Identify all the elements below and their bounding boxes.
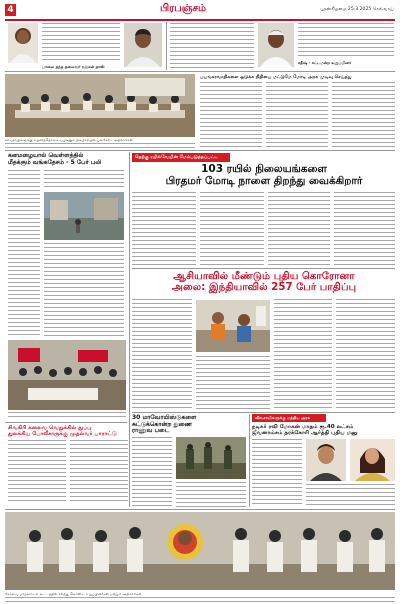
left-headline-line2: மீதக்கும் வங்கதேசம் - 5 பேர் பலி bbox=[8, 158, 102, 166]
bottom-right-text-col2 bbox=[306, 484, 395, 507]
footer-photo bbox=[5, 512, 395, 590]
corona-text-col3 bbox=[274, 299, 332, 409]
footer-caption-continuation bbox=[5, 597, 395, 602]
corona-text-col4 bbox=[336, 299, 395, 409]
hospital-photo bbox=[196, 300, 270, 352]
bottom-mid-headline bbox=[132, 415, 232, 435]
right-story-text-col2 bbox=[266, 82, 328, 148]
left-article-text-a bbox=[8, 170, 40, 336]
portrait-photo-center bbox=[124, 23, 162, 67]
bottom-right-text-col1 bbox=[252, 439, 302, 507]
main-kicker-bar bbox=[132, 153, 230, 162]
left-article-text-b bbox=[44, 170, 124, 190]
section-rule bbox=[5, 150, 395, 151]
protest-caption bbox=[8, 412, 126, 418]
bottom-mid-text-col1 bbox=[132, 437, 172, 507]
main-story-text-col4 bbox=[334, 192, 395, 266]
section-rule bbox=[132, 268, 395, 269]
bottom-mid-headline-line2: சுட்டுக்கொன்ற துணை bbox=[132, 420, 193, 428]
page-number: 4 bbox=[5, 4, 16, 16]
top-left-article-text bbox=[42, 23, 120, 63]
footer-caption: கோவை மாநகராட்சி கூட்டத்தில் கலந்து கொண்ட உறுப்பினர்கள் மற்றும் அதிகாரிகள் bbox=[5, 592, 142, 596]
meeting-caption-continuation bbox=[5, 143, 195, 149]
column-divider bbox=[249, 414, 250, 507]
bottom-right-headline-line1: நடிகர் ரவி மோகன் மாதம் ரூ.40 லட்சம் bbox=[252, 424, 354, 430]
left-bottom-headline-line2: துலக்கிய போலீசாருக்கு முதல்வர் பாராட்டு bbox=[8, 431, 117, 438]
masthead-rule bbox=[5, 19, 395, 21]
left-headline bbox=[8, 153, 126, 166]
person-portrait-icon bbox=[124, 23, 162, 67]
protest-scene-icon bbox=[8, 340, 126, 410]
main-story-text-col1 bbox=[132, 192, 196, 266]
corona-headline bbox=[132, 271, 396, 293]
main-headline-line1: 103 ரயில் நிலையங்களை bbox=[201, 163, 327, 175]
corona-headline-line1: ஆசியாவில் மீண்டும் புதிய கொரோனா bbox=[173, 271, 355, 282]
left-article-text-c bbox=[44, 243, 124, 336]
meeting-scene-icon bbox=[5, 74, 195, 137]
flood-scene-icon bbox=[44, 192, 124, 240]
top-right-caption: சதீஷ் - சட்டமன்ற உறுப்பினர் bbox=[298, 60, 352, 65]
bottom-mid-headline-line3: ராணுவ படை bbox=[132, 427, 170, 435]
meeting-photo-caption: விவசாயிகளுக்கு உதவித்தொகை வழங்கும் நிகழ்ச்சியில் பங்கேற்ற அதிகாரிகள் bbox=[5, 138, 133, 142]
corona-headline-line2: அலை: இந்தியாவில் 257 பேர் பாதிப்பு bbox=[171, 282, 357, 294]
main-headline-line2: பிரதமர் மோடி நாளை திறந்து வைக்கிறார் bbox=[165, 174, 363, 187]
bottom-mid-text-col2 bbox=[176, 482, 246, 507]
hospital-scene-icon bbox=[196, 300, 270, 352]
masthead bbox=[0, 0, 400, 20]
left-bottom-text-col2 bbox=[70, 440, 128, 504]
column-divider bbox=[129, 152, 130, 507]
soldiers-scene-icon bbox=[176, 437, 246, 479]
top-right-article-text bbox=[298, 23, 394, 59]
column-divider bbox=[166, 22, 167, 70]
bottom-right-kicker: விவசாயிகளுக்கு மத்திய அரசு bbox=[255, 415, 311, 420]
main-story-text-col2 bbox=[200, 192, 264, 266]
top-mid-article-text bbox=[170, 23, 254, 68]
actress-portrait-icon bbox=[350, 439, 395, 481]
section-rule bbox=[5, 71, 395, 72]
main-kicker: தெற்கு ரயில்வேயின் மேம்படுத்தப்பட்ட bbox=[135, 155, 218, 160]
left-headline-line1: கனமழையால் வெள்ளத்தில் bbox=[8, 152, 84, 159]
main-headline bbox=[132, 164, 396, 187]
section-rule bbox=[5, 509, 395, 510]
bottom-right-headline-line2: ஜீவனாம்சம் தரக்கோரி ஆர்த்தி புதிய மனு bbox=[252, 430, 358, 437]
soldiers-photo bbox=[176, 437, 246, 479]
person-portrait-icon bbox=[258, 23, 294, 67]
corona-text-col2 bbox=[196, 356, 270, 409]
corona-text-col1 bbox=[132, 299, 192, 409]
date-line: புதன்கிழமை 25.3.2025 செவ்வாய் bbox=[320, 7, 394, 12]
person-portrait-icon bbox=[8, 23, 38, 63]
portrait-photo-left bbox=[8, 23, 38, 63]
protest-photo bbox=[8, 340, 126, 410]
left-bottom-headline-line1: சிவகிரி கலைவ வெறுக்கில் துப்பு bbox=[8, 425, 92, 431]
section-rule bbox=[132, 412, 395, 413]
flower-garland-icon bbox=[167, 524, 203, 560]
top-left-caption: பாலை தந்த தலைவர் ரஞ்சன் தாஸ் bbox=[42, 64, 105, 69]
meeting-photo bbox=[5, 74, 195, 137]
bottom-right-headline bbox=[252, 424, 396, 436]
actor-photo bbox=[306, 439, 346, 481]
left-bottom-text-col1 bbox=[8, 440, 66, 504]
main-story-text-col3 bbox=[268, 192, 330, 266]
right-story-text-col1 bbox=[200, 82, 262, 148]
actress-photo bbox=[350, 439, 395, 481]
portrait-photo-right bbox=[258, 23, 294, 67]
actor-portrait-icon bbox=[306, 439, 346, 481]
right-story-text-col3 bbox=[332, 82, 395, 148]
left-bottom-headline bbox=[8, 425, 128, 437]
bottom-right-kicker-bar bbox=[252, 414, 326, 422]
group-scene-icon bbox=[5, 512, 395, 590]
flood-photo bbox=[44, 192, 124, 240]
right-story-headline: பயங்கரவாதிகளை ஒடுக்க நிதியை மட்டுமே மோடி அரசு முடிவு செய்தது bbox=[200, 75, 352, 80]
bottom-mid-headline-line1: 30 மாவோயிஸ்டுகளை bbox=[132, 414, 197, 421]
newspaper-logo: பிரபஞ்சம் bbox=[160, 3, 207, 14]
section-rule bbox=[5, 422, 127, 423]
